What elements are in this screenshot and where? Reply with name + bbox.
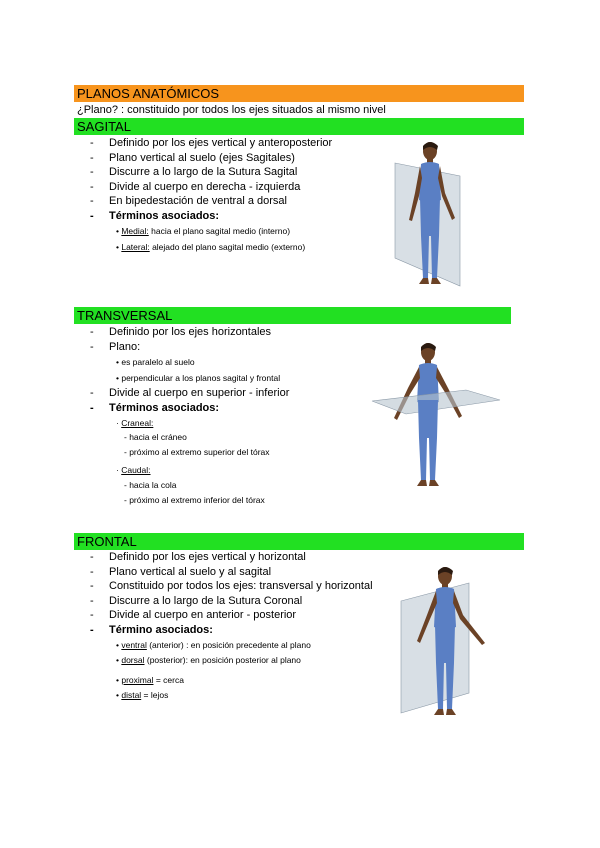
list-item: - Definido por los ejes vertical y horizontal: [90, 551, 306, 563]
list-item: • es paralelo al suelo: [116, 357, 195, 367]
list-item: - Discurre a lo largo de la Sutura Coronal: [90, 594, 303, 607]
frontal-plane-figure: [393, 563, 493, 723]
list-item: - Plano vertical al suelo y al sagital: [90, 565, 272, 578]
list-item: - Divide al cuerpo en derecha - izquierda: [90, 180, 301, 193]
list-item: - Términos asociados:: [90, 209, 220, 222]
list-item: - Definido por los ejes horizontales: [90, 326, 272, 338]
plano-definition: ¿Plano? : constituido por todos los ejes situados al mismo nivel: [77, 104, 386, 116]
list-item: - Discurre a lo largo de la Sutura Sagital: [90, 166, 298, 179]
term-item: • Medial: hacia el plano sagital medio (interno): [116, 226, 291, 236]
list-item: • perpendicular a los planos sagital y frontal: [116, 373, 281, 383]
transversal-bullet-list-a: [90, 325, 271, 354]
frontal-terms-a: [116, 640, 311, 666]
term-item: • ventral (anterior) : en posición precedente al plano: [116, 640, 311, 650]
page-title: PLANOS ANATÓMICOS: [74, 85, 524, 102]
term-item: • proximal = cerca: [116, 675, 184, 685]
craneal-term: · Craneal:: [116, 418, 154, 428]
section-heading-frontal: FRONTAL: [74, 533, 524, 550]
section-heading-sagital: SAGITAL: [74, 118, 524, 135]
list-item: - próximo al extremo superior del tórax: [124, 447, 270, 457]
term-item: • dorsal (posterior): en posición posterior al plano: [116, 655, 301, 665]
list-item: - En bipedestación de ventral a dorsal: [90, 195, 287, 208]
sagital-bullet-list: [90, 136, 332, 224]
list-item: - Plano:: [90, 340, 141, 353]
transversal-plane-figure: [370, 338, 502, 493]
list-item: - Constituido por todos los ejes: transversal y horizontal: [90, 580, 373, 593]
list-item: - Definido por los ejes vertical y anteroposterior: [90, 137, 333, 149]
term-item: • Lateral: alejado del plano sagital medio (externo): [116, 242, 306, 252]
list-item: - Plano vertical al suelo (ejes Sagitales): [90, 151, 295, 164]
section-heading-transversal: TRANSVERSAL: [74, 307, 511, 324]
sagital-plane-figure: [385, 138, 475, 288]
plano-subitems: [116, 357, 280, 384]
sagital-terms: [116, 226, 305, 253]
list-item: - próximo al extremo inferior del tórax: [124, 495, 265, 505]
frontal-bullet-list: [90, 550, 373, 638]
list-item: - Término asociados:: [90, 623, 213, 636]
frontal-terms-b: [116, 675, 184, 701]
list-item: - Términos asociados:: [90, 401, 220, 414]
term-item: • distal = lejos: [116, 690, 169, 700]
caudal-term: · Caudal:: [116, 465, 151, 475]
list-item: - Divide al cuerpo en superior - inferior: [90, 387, 290, 399]
list-item: - hacia el cráneo: [124, 432, 187, 442]
craneal-items: [124, 432, 270, 458]
transversal-bullet-list-b: [90, 386, 289, 415]
list-item: - hacia la cola: [124, 480, 177, 490]
list-item: - Divide al cuerpo en anterior - posterior: [90, 609, 297, 622]
caudal-items: [124, 480, 265, 506]
